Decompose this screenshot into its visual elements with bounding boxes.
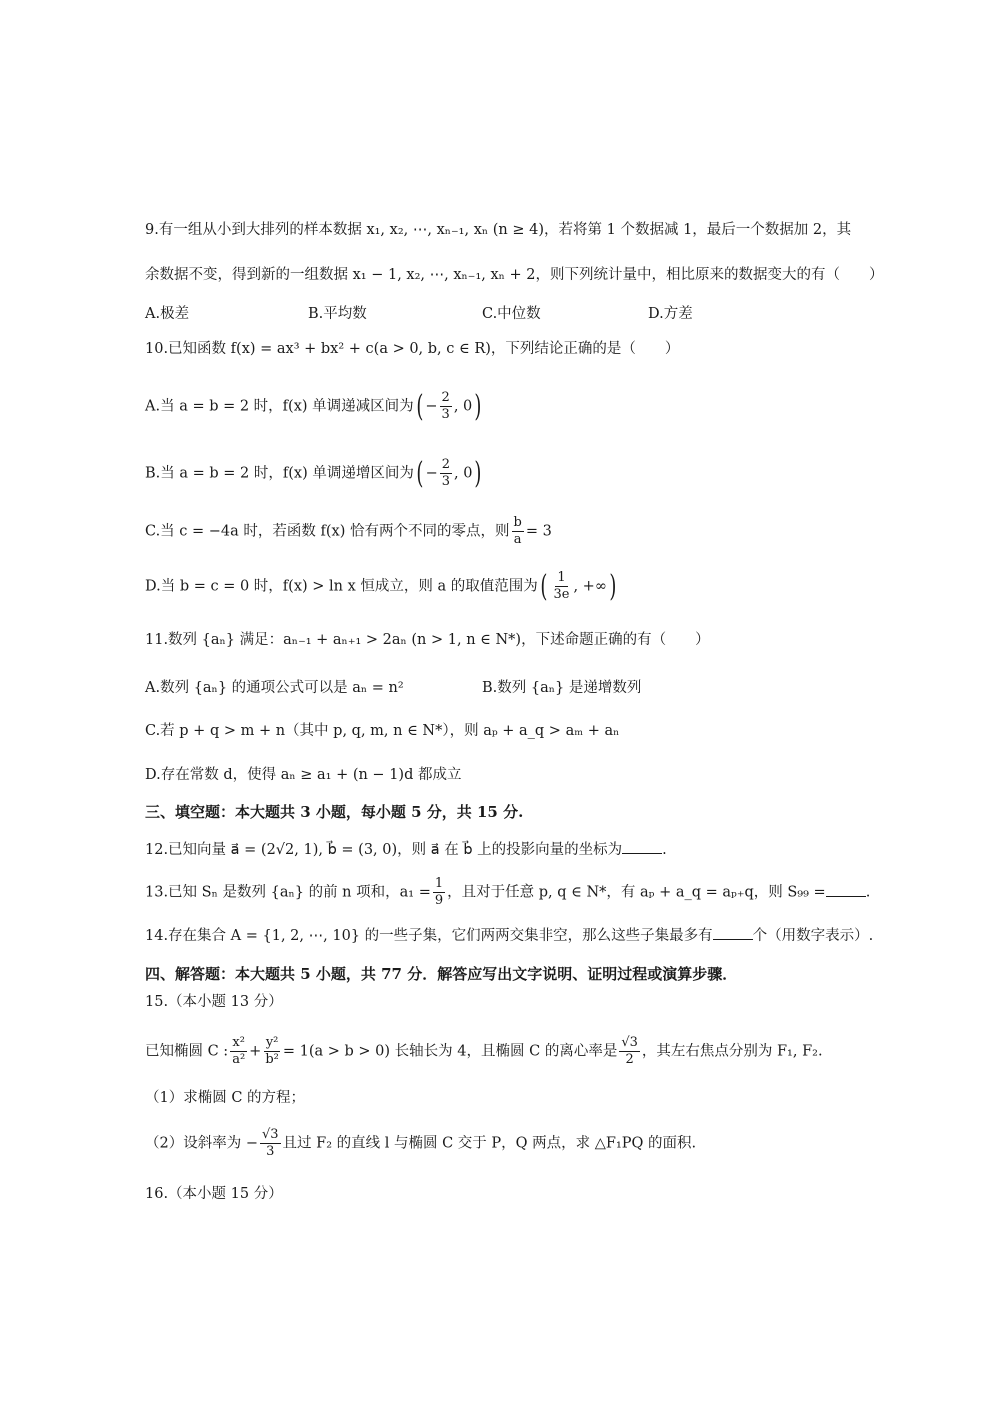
q9-line1: 9.有一组从小到大排列的样本数据 x₁, x₂, ⋯, xₙ₋₁, xₙ (n ≥ 4)，若将第 1 个数据减 1，最后一个数据加 2，其 bbox=[145, 222, 852, 238]
q9-option-c: C.中位数 bbox=[482, 306, 541, 322]
fraction bbox=[230, 1035, 247, 1068]
q12-line bbox=[145, 840, 872, 860]
q15-mid: = 1(a > b > 0) 长轴长为 4，且椭圆 C 的离心率是 bbox=[282, 1043, 618, 1060]
fraction-den: b² bbox=[265, 1052, 279, 1067]
q14-prefix: 14.存在集合 A = {1, 2, ⋯, 10} 的一些子集，它们两两交集非空，那么这些子集最多有 bbox=[145, 928, 713, 944]
q15-prefix: 已知椭圆 C : bbox=[145, 1043, 229, 1060]
q10-option-d bbox=[145, 570, 872, 603]
fraction bbox=[619, 1035, 640, 1068]
q11-option-c: C.若 p + q > m + n（其中 p, q, m, n ∈ N*），则 aₚ + a_q > aₘ + aₙ bbox=[145, 723, 620, 739]
fraction-den: a bbox=[513, 532, 522, 547]
fraction-num: √3 bbox=[621, 1035, 638, 1050]
q9-option-d: D.方差 bbox=[648, 306, 693, 322]
q13-tail: . bbox=[865, 884, 871, 901]
q12-tail: . bbox=[662, 842, 667, 858]
fraction-num: √3 bbox=[261, 1127, 279, 1142]
fraction-num: 2 bbox=[441, 457, 450, 472]
fraction-num: b bbox=[513, 515, 522, 530]
q10-a-neg: − bbox=[425, 398, 438, 415]
fraction-den: 3 bbox=[266, 1144, 275, 1159]
q14-suffix: 个（用数字表示）. bbox=[752, 928, 874, 944]
fraction bbox=[551, 570, 571, 603]
fraction-num: 1 bbox=[557, 570, 566, 585]
q11-stem: 11.数列 {aₙ} 满足：aₙ₋₁ + aₙ₊₁ > 2aₙ (n > 1, n ∈ N*)，下述命题正确的有（ ） bbox=[145, 632, 710, 648]
q15-p2-suffix: 且过 F₂ 的直线 l 与椭圆 C 交于 P，Q 两点，求 △F₁PQ 的面积. bbox=[282, 1135, 697, 1152]
fraction-den: 9 bbox=[434, 893, 444, 908]
q9-option-a: A.极差 bbox=[145, 306, 190, 322]
fraction-den: 3e bbox=[553, 587, 570, 602]
q10-option-a bbox=[145, 390, 872, 423]
q10-c-tail: = 3 bbox=[525, 523, 552, 540]
q9-option-b: B.平均数 bbox=[308, 306, 367, 322]
fraction-num: y² bbox=[265, 1035, 279, 1050]
q11-option-d: D.存在常数 d，使得 aₙ ≥ a₁ + (n − 1)d 都成立 bbox=[145, 767, 462, 783]
q14-line bbox=[145, 926, 872, 946]
section-3-heading: 三、填空题：本大题共 3 小题，每小题 5 分，共 15 分. bbox=[145, 803, 524, 821]
fraction-num: 1 bbox=[434, 876, 444, 891]
fraction-num: 2 bbox=[441, 390, 450, 405]
q10-b-prefix: B.当 a = b = 2 时，f(x) 单调递增区间为 bbox=[145, 465, 414, 482]
paren-right: ) bbox=[609, 568, 617, 604]
fraction bbox=[512, 515, 524, 548]
q13-line bbox=[145, 876, 872, 909]
fraction bbox=[260, 1127, 281, 1160]
q10-c-prefix: C.当 c = −4a 时，若函数 f(x) 恰有两个不同的零点，则 bbox=[145, 523, 510, 540]
q9-line2: 余数据不变，得到新的一组数据 x₁ − 1, x₂, ⋯, xₙ₋₁, xₙ + 2，则下列统计量中，相比原来的数据变大的有（ ） bbox=[145, 267, 884, 283]
q10-a-prefix: A.当 a = b = 2 时，f(x) 单调递减区间为 bbox=[145, 398, 414, 415]
q15-suffix: ，其左右焦点分别为 F₁, F₂. bbox=[641, 1043, 823, 1060]
fraction bbox=[440, 390, 452, 423]
q13-suffix: ，且对于任意 p, q ∈ N*，有 aₚ + a_q = aₚ₊q，则 S₉₉ = bbox=[447, 884, 826, 901]
q12-text: 12.已知向量 a⃗ = (2√2, 1), b⃗ = (3, 0)，则 a⃗ 在 b⃗ 上的投影向量的坐标为 bbox=[145, 842, 623, 858]
plus-sign: + bbox=[249, 1043, 262, 1060]
fraction-den: 3 bbox=[441, 407, 450, 422]
fraction-den: 2 bbox=[625, 1052, 634, 1067]
q10-d-tail: , +∞ bbox=[573, 578, 607, 595]
q15-title: 15.（本小题 13 分） bbox=[145, 994, 283, 1010]
q10-b-tail: , 0 bbox=[454, 465, 473, 482]
q15-stem bbox=[145, 1035, 872, 1068]
q11-option-b: B.数列 {aₙ} 是递增数列 bbox=[482, 680, 642, 696]
q11-option-a: A.数列 {aₙ} 的通项公式可以是 aₙ = n² bbox=[145, 680, 404, 696]
q10-option-c bbox=[145, 515, 872, 548]
paren-left: ( bbox=[416, 388, 424, 424]
q16-title: 16.（本小题 15 分） bbox=[145, 1186, 283, 1202]
q10-b-neg: − bbox=[425, 465, 438, 482]
q10-a-tail: , 0 bbox=[453, 398, 473, 415]
q15-p2-prefix: （2）设斜率为 − bbox=[145, 1135, 258, 1152]
q10-option-b bbox=[145, 457, 872, 490]
q10-d-prefix: D.当 b = c = 0 时，f(x) > ln x 恒成立，则 a 的取值范围为 bbox=[145, 578, 538, 595]
fraction-num: x² bbox=[232, 1035, 245, 1050]
paren-left: ( bbox=[416, 455, 424, 491]
answer-blank bbox=[622, 853, 662, 854]
q15-part1: （1）求椭圆 C 的方程； bbox=[145, 1090, 306, 1106]
fraction bbox=[263, 1035, 281, 1068]
section-4-heading: 四、解答题：本大题共 5 小题，共 77 分．解答应写出文字说明、证明过程或演算步骤． bbox=[145, 965, 738, 983]
paren-right: ) bbox=[474, 455, 482, 491]
answer-blank bbox=[713, 939, 753, 940]
fraction-den: a² bbox=[232, 1052, 246, 1067]
answer-blank bbox=[826, 896, 866, 897]
q15-part2 bbox=[145, 1127, 872, 1160]
fraction bbox=[433, 876, 445, 909]
fraction-den: 3 bbox=[441, 474, 450, 489]
q10-stem: 10.已知函数 f(x) = ax³ + bx² + c(a > 0, b, c ∈ R)，下列结论正确的是（ ） bbox=[145, 341, 680, 357]
paren-right: ) bbox=[474, 388, 482, 424]
paren-left: ( bbox=[540, 568, 548, 604]
fraction bbox=[440, 457, 452, 490]
q13-prefix: 13.已知 Sₙ 是数列 {aₙ} 的前 n 项和，a₁ = bbox=[145, 884, 431, 901]
